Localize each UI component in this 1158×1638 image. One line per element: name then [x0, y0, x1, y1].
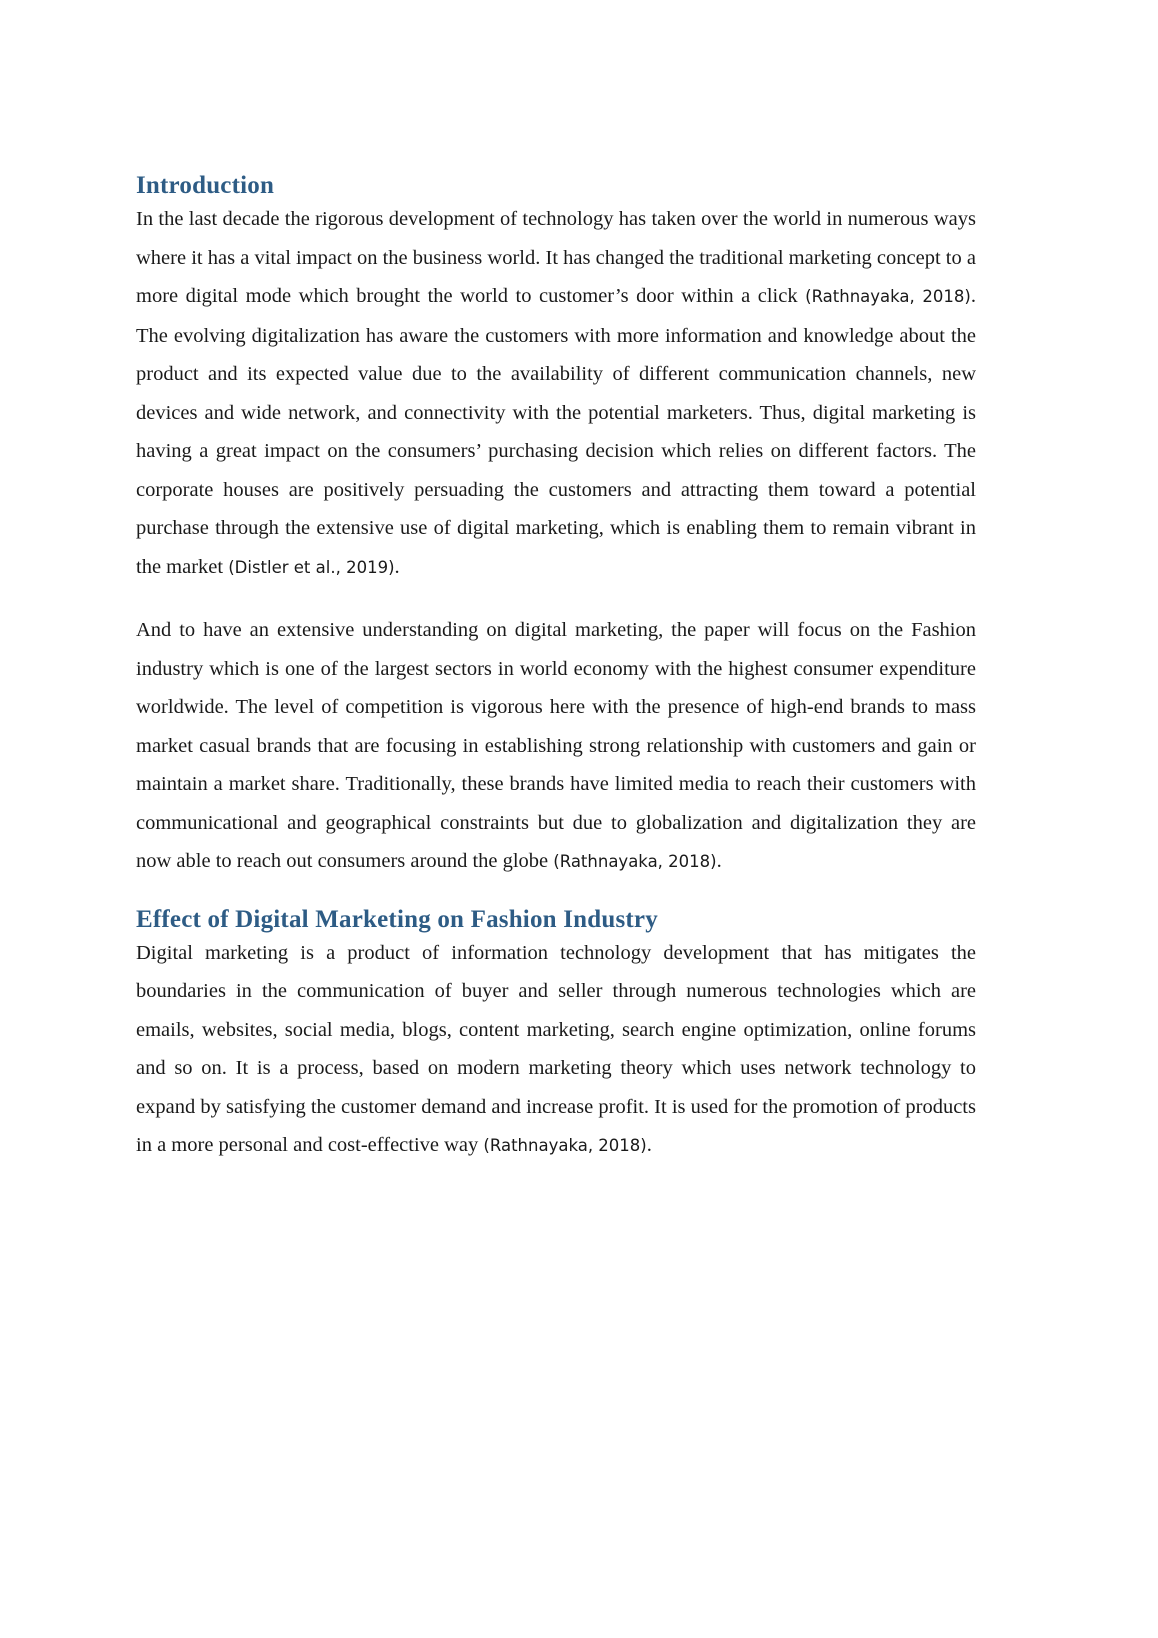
paragraph-text: . — [716, 850, 722, 872]
paragraph-text: . — [646, 1134, 652, 1156]
inline-citation: (Rathnayaka, 2018) — [483, 1136, 647, 1155]
inline-citation: (Distler et al., 2019) — [228, 557, 395, 577]
section-heading-effect-of-digital-marketing: Effect of Digital Marketing on Fashion Industry — [136, 905, 658, 933]
paragraph — [136, 200, 976, 587]
paragraph-text: Digital marketing is a product of information technology development that has mitigates the boundaries in the communication of buyer and seller through numerous technologies which are emails, websites, social media, blogs, content marketing, search engine optimization, online forums and so on. It is a process, based on modern marketing theory which uses network technology to expand by satisfying the customer demand and increase profit. It is used for the promotion of products in a more personal and cost-effective way — [136, 941, 976, 1156]
paragraph-text: . The evolving digitalization has aware the customers with more information and knowledge about the product and its expected value due to the availability of different communication channels, new devices and wide network, and connectivity with the potential marketers. Thus, digital marketing is having a great impact on the consumers’ purchasing decision which relies on different factors. The corporate houses are positively persuading the customers and attracting them toward a potential purchase through the extensive use of digital marketing, which is enabling them to remain vibrant in the market — [136, 285, 976, 578]
section-heading-introduction: Introduction — [136, 172, 275, 199]
paragraph-text: . — [394, 555, 400, 578]
inline-citation: (Rathnayaka, 2018) — [805, 287, 971, 306]
paragraph — [136, 934, 976, 1166]
inline-citation: (Rathnayaka, 2018) — [553, 852, 717, 871]
paragraph — [136, 611, 976, 882]
paragraph-text: In the last decade the rigorous development of technology has taken over the world in numerous ways where it has a vital impact on the business world. It has changed the traditional marketing concept to a more digital mode which brought the world to customer’s door within a click — [136, 208, 976, 307]
paragraph-text: And to have an extensive understanding on digital marketing, the paper will focus on the Fashion industry which is one of the largest sectors in world economy with the highest consumer expenditure worldwide. The level of competition is vigorous here with the presence of high-end brands to mass market casual brands that are focusing in establishing strong relationship with customers and gain or maintain a market share. Traditionally, these brands have limited media to reach their customers with communicational and geographical constraints but due to globalization and digitalization they are now able to reach out consumers around the globe — [136, 619, 976, 872]
